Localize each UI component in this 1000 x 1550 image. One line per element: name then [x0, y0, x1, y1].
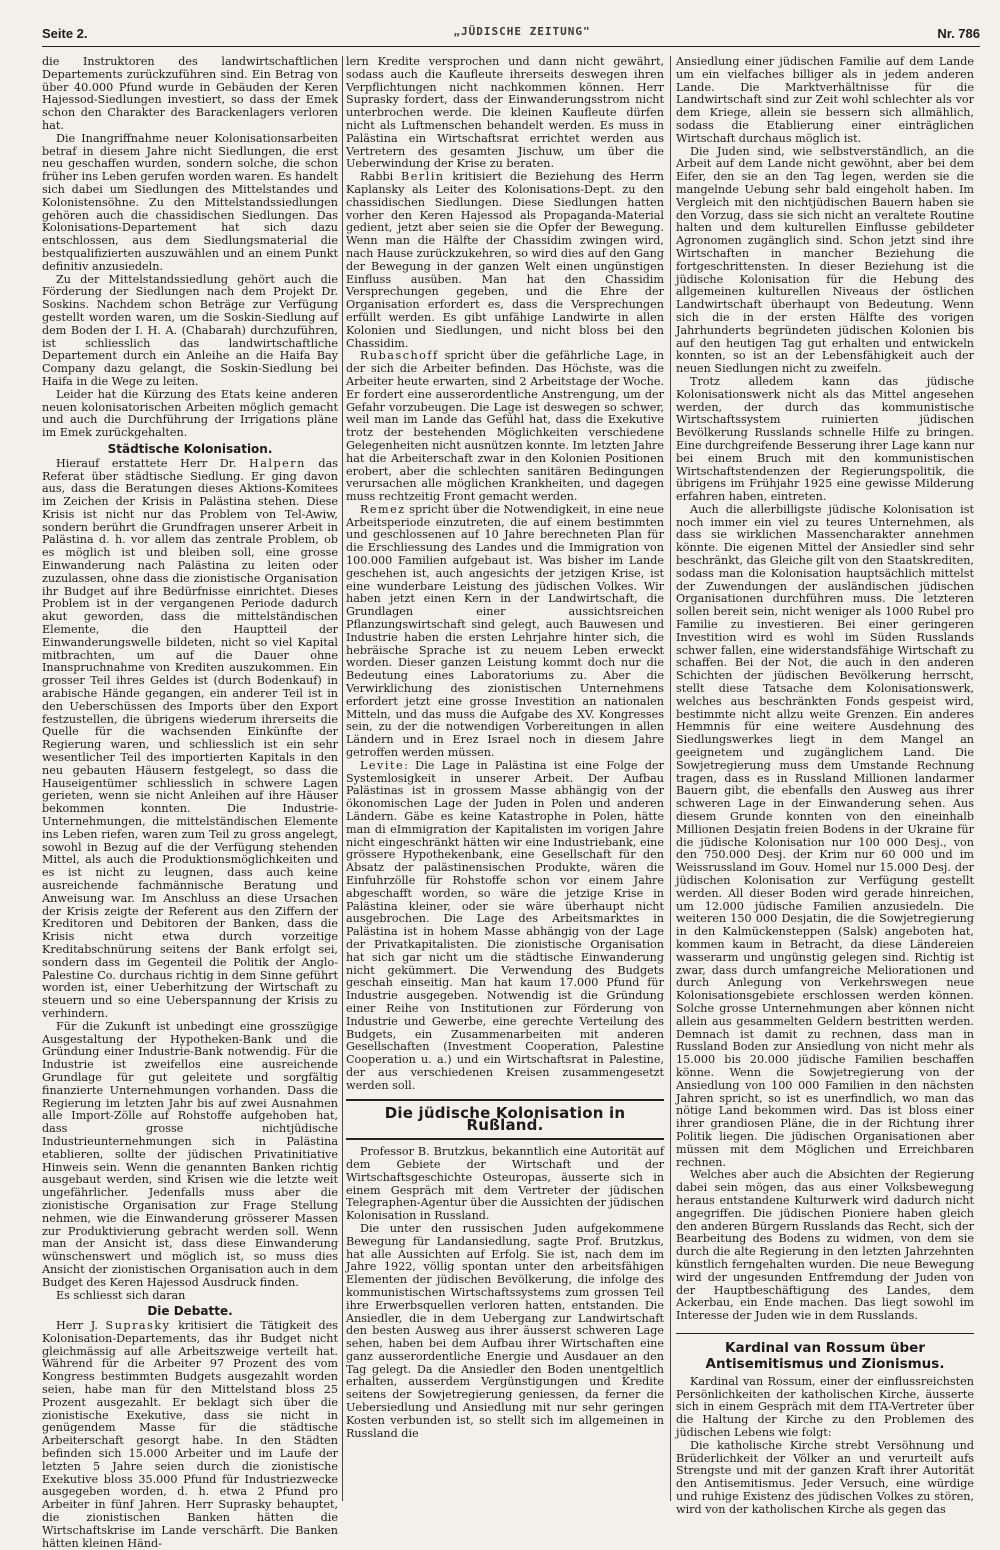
paragraph: Trotz alledem kann das jüdische Kolonisationswerk nicht als das Mittel angesehen werden, der durch das kommunistische Wirtschaftssystem ruinierten jüdischen Bevölkerung Russlands schnelle Hilfe zu bringen. Eine durchgreifende Besserung ihrer Lage kann nur bei einem Bruch mit den kommunistischen Wirtschaftstendenzen der Regierungspolitik, die übrigens im Frühjahr 1925 eine gewisse Milderung erfahren haben, eintreten.: [676, 374, 975, 504]
column-3: [676, 55, 975, 1516]
section-heading: Die Debatte.: [147, 1304, 233, 1319]
paragraph: Kardinal van Rossum, einer der einflussreichsten Persönlichkeiten der katholischen Kirche, äusserte sich in einem Gespräch mit dem ITA-Vertreter über die Haltung der Kirche zu den Problemen des jüdischen Lebens wie folgt:: [676, 1374, 974, 1440]
article-headline: Kardinal van Rossum über Antisemitismus und Zionismus.: [676, 1333, 974, 1372]
column-2: [346, 56, 664, 1501]
text-run: Hierauf erstattete Herr Dr.: [56, 456, 249, 470]
speaker-name: Rubaschoff: [360, 349, 439, 363]
paragraph: Auch die allerbilligste jüdische Kolonisation ist noch immer ein viel zu teures Unternehmen, als dass sie wirklichen Massencharakter annehmen könnte. Die eigenen Mittel der Ansiedler sind sehr beschränkt, das Gleiche gilt von den Staatskrediten, sodass man die Kolonisation hauptsächlich mittelst der Zuwendungen der ausländischen jüdischen Organisationen durchführen muss. Die letzteren sollen bereit sein, nicht weniger als 1000 Rubel pro Familie zu investieren. Bei einer geringeren Investition wird es wohl im Süden Russlands schwer fallen, eine widerstandsfähige Wirtschaft zu schaffen. Bei der Not, die auch in den anderen Schichten der jüdischen Bevölkerung herrscht, stellt diese Tatsache dem Kolonisationswerk, welches aus beschränkten Fonds gespeist wird, bestimmte nicht allzu weite Grenzen. Ein anderes Hemmnis für eine weitere Ausdehnung des Siedlungswerkes liegt in dem Mangel an geeignetem und zugänglichem Land. Die Sowjetregierung muss dem Umstande Rechnung tragen, dass es in Russland Millionen landarmer Bauern gibt, die ebenfalls den Ausweg aus ihrer schweren Lage in der Einwanderung sehen. Aus diesem Grunde konnten von den eineinhalb Millionen Desjatin freien Bodens in der Ukraine für die jüdische Kolonisation nur 100 000 Desj., von den 750.000 Desj. der Krim nur 60 000 und im Weissrussland im Gouv. Homel nur 15.000 Desj. der jüdischen Kolonisation zur Verfügung gestellt werden. All dieser Boden wird gerade hinreichen, um 12.000 jüdische Familien anzusiedeln. Die weiteren 150 000 Desjatin, die die Sowjetregierung in den Kalmückensteppen (Salsk) angeboten hat, kommen kaum in Betracht, da diese Ländereien wasserarm und ungünstig gelegen sind. Richtig ist zwar, dass durch umfangreiche Meliorationen und durch Anlegung von Verkehrswegen neue Kolonisationsgebiete erschlossen werden können. Solche grosse Unternehmungen aber können nicht allein aus gesammelten Geldern bestritten werden. Demnach ist damit zu rechnen, dass man in Russland Boden zur Ansiedlung von nicht mehr als 15.000 bis 20.000 jüdische Familien beschaffen könne. Wenn die Sowjetregierung von der Ansiedlung von 100 000 Familien in den nächsten Jahren spricht, so ist es unerfindlich, wo man das nötige Land bekommen wird. Das ist bloss einer ihrer grandiosen Pläne, die in der Richtung ihrer Politik liegen. Die jüdischen Organisationen aber müssen mit dem Möglichen und Erreichbaren rechnen.: [676, 502, 974, 1169]
paragraph: Es schliesst sich daran: [56, 1288, 186, 1302]
article-headline: Die jüdische Kolonisation in Rußland.: [346, 1099, 664, 1141]
speaker-name: Halpern: [248, 456, 306, 470]
paragraph: Professor B. Brutzkus, bekanntlich eine Autorität auf dem Gebiete der Wirtschaft und der Wirtschaftsgeschichte Osteuropas, äusserte sich in einem Gespräch mit dem Vertreter der jüdischen Telegraphen-Agentur über die Aussichten der jüdischen Kolonisation in Russland.: [346, 1145, 664, 1223]
paragraph: Zu der Mittelstandssiedlung gehört auch die Förderung der Siedlungen nach dem Projekt Dr. Soskins. Nachdem schon Beträge zur Verfügung gestellt worden waren, um die Soskin-Siedlung auf dem Boden der I. H. A. (Chabarah) durchzuführen, ist schliesslich das landwirtschaftliche Departement durch ein Anleihe an die Haifa Bay Company dazu gelangt, die Soskin-Siedlung bei Haifa in die Wege zu leiten.: [42, 272, 338, 388]
header-rule: [42, 46, 980, 47]
text-run: kritisiert die Beziehung des Herrn Kaplansky als Leiter des Kolonisations-Dept. zu den chassidischen Siedlungen. Diese Siedlungen hatten vorher den Keren Hajessod als Propaganda-Material gedient, jetzt aber seien sie die Opfer der Bewegung. Wenn man die Hälfte der Chassidim zwingen wird, nach Hause zurückzukehren, so wird dies auf den Gang der Bewegung in der ganzen Welt einen ungünstigen Einfluss ausüben. Man hat den Chassidim Versprechungen gegeben, und die Ehre der Organisation erfordert es, dass die Versprechungen erfüllt werden. Es gibt unfähige Landwirte in allen Kolonien und Siedlungen, und nicht bloss bei den Chassidim.: [346, 170, 664, 350]
section-heading: Städtische Kolonisation.: [107, 441, 273, 456]
text-run: das Referat über städtische Siedlung. Er ging davon aus, dass die Beratungen dieses Aktions-Komitees im Zeichen der Krisis in Palästina stehen. Diese Krisis ist nicht nur das Problem von Tel-Awiw, sondern berührt die Grundfragen unserer Arbeit in Palästina d. h. vor allem das zentrale Problem, ob es möglich ist und bleiben soll, eine grosse Einwanderung nach Palästina zu leiten oder zuzulassen, ohne dass die zionistische Organisation ihr Budget auf ihre Bedürfnisse einrichtet. Dieses Problem ist in der vergangenen Periode dadurch akut geworden, dass die mittelständischen Elemente, die den Hauptteil der Einwanderungswelle bildeten, nicht so viel Kapital mitbrachten, um auf die Dauer ohne Inanspruchnahme von Krediten auszukommen. Ein grosser Teil ihres Geldes ist (durch Bodenkauf) in arabische Hände gegangen, ein anderer Teil ist in den Ueberschüssen des Imports über den Export festzustellen, die übrigens wiederum ihrerseits die Quelle für die wachsenden Einkünfte der Regierung waren, und schliesslich ist ein sehr wesentlicher Teil des importierten Kapitals in den neu gebauten Häusern festgelegt, so dass die Hauseigentümer schliesslich in schwere Lagen gerieten, wenn sie nicht Anleihen auf ihre Häuser bekommen konnten. Die Industrie-Unternehmungen, die mittelständischen Elemente ins Leben riefen, waren zum Teil zu gross angelegt, sowohl in Bezug auf die der Verfügung stehenden Mittel, als auch die Produktionsmöglichkeiten und es ist nicht zu leugnen, dass auch keine ausreichende fachmännische Beratung und Anweisung war. Im Anschluss an diese Ursachen der Krisis zeigte der Referent aus den Ziffern der Kreditoren und Debitoren der Banken, dass die Krisis nicht etwa durch vorzeitige Kreditabschnürung seitens der Bank erfolgt sei, sondern dass im Gegenteil die Politik der Anglo-Palestine Co. durchaus richtig in dem Sinne geführt worden ist, einer Ueberhitzung der Wirtschaft zu steuern und so eine Ueberspannung der Krisis zu verhindern.: [42, 456, 338, 1020]
paragraph: [346, 760, 664, 1093]
paragraph: Leider hat die Kürzung des Etats keine anderen neuen kolonisatorischen Arbeiten möglich gemacht und auch die Durchführung der Irrigations pläne im Emek zurückgehalten.: [42, 387, 338, 440]
newspaper-title: „JÜDISCHE ZEITUNG": [453, 25, 591, 38]
paragraph: Ansiedlung einer jüdischen Familie auf dem Lande um ein vielfaches billiger als in jedem anderen Lande. Die Marktverhältnisse für die Landwirtschaft sind zur Zeit wohl schlechter als vor dem Kriege, allein sie bessern sich allmählich, sodass die Etablierung einer einträglichen Wirtschaft durchaus möglich ist.: [676, 55, 974, 145]
text-run: kritisiert die Tätigkeit des Kolonisation-Departements, das ihr Budget nicht gleichmässig auf alle Arbeitszweige verteilt hat. Während für die Arbeiter 97 Prozent des vom Kongress bestimmten Budgets ausgezahlt worden seien, habe man für den Mittelstand bloss 25 Prozent ausgezahlt. Er beklagt sich über die zionistische Exekutive, dass sie nicht in genügendem Masse für die städtische Arbeiterschaft gesorgt habe. In den Städten befinden sich 15.000 Arbeiter und im Laufe der letzten 5 Jahre seien durch die zionistische Exekutive bloss 35.000 Pfund für Industriezwecke ausgegeben worden, d. h. etwa 2 Pfund pro Arbeiter in fünf Jahren. Herr Suprasky behauptet, die zionistischen Banken hätten die Wirtschaftskrise im Lande verschärft. Die Banken hätten kleinen Händ-: [42, 1319, 338, 1550]
page-number: Seite 2.: [42, 26, 88, 41]
issue-number: Nr. 786: [937, 26, 980, 41]
column-divider: [670, 56, 671, 1501]
paragraph: Die Juden sind, wie selbstverständlich, an die Arbeit auf dem Lande nicht gewöhnt, aber bei dem Eifer, den sie an den Tag legen, werden sie die mangelnde Uebung sehr bald eingeholt haben. Im Vergleich mit den nichtjüdischen Bauern haben sie den Vorzug, dass sie sich nicht an veraltete Routine halten und dem kulturellen Einflusse gebildeter Agronomen zugänglich sind. Schon jetzt sind ihre Wirtschaften in mancher Beziehung die fortgeschrittensten. In dieser Beziehung ist die jüdische Kolonisation für die Hebung des allgemeinen kulturellen Niveaus der östlichen Landwirtschaft überhaupt von Bedeutung. Wenn sich die in der ersten Hälfte des vorigen Jahrhunderts begründeten jüdischen Kolonien bis auf den heutigen Tag gut erhalten und entwickeln konnten, so ist an der Lebensfähigkeit auch der neuen Siedlungen nicht zu zweifeln.: [676, 144, 974, 376]
column-divider: [342, 56, 343, 1501]
paragraph: Die unter den russischen Juden aufgekommene Bewegung für Landansiedlung, sagte Prof. Brutzkus, hat alle Aussichten auf Erfolg. Sie ist, nach dem im Jahre 1922, völlig spontan unter den arbeitsfähigen Elementen der jüdischen Bevölkerung, die infolge des kommunistischen Wirtschaftssystems zum grossen Teil ihre Erwerbsquellen verloren hatten, entstanden. Die Ansiedler, die in dem Uebergang zur Landwirtschaft den besten Ausweg aus ihrer äusserst schweren Lage sehen, haben bei dem Aufbau ihrer Wirtschaften eine ganz ausserordentliche Energie und Ausdauer an den Tag gelegt. Da die Ansiedler den Boden unentgeltlich erhalten, ausserdem Vergünstigungen und Kredite seitens der Sowjetregierung geniessen, da ferner die Uebersiedlung und Ansiedlung mit nur sehr geringen Kosten verbunden ist, so stellt sich im allgemeinen in Russland die: [346, 1221, 664, 1440]
column-1: [42, 55, 338, 1550]
speaker-name: Suprasky: [105, 1319, 171, 1333]
paragraph: Die Inangriffnahme neuer Kolonisationsarbeiten betraf in diesem Jahre nicht Siedlungen, die erst neu geschaffen wurden, sondern solche, die schon früher ins Leben gerufen worden waren. Es handelt sich dabei um Siedlungen des Mittelstandes und Kolonistensöhne. Zu den Mittelstandssiedlungen gehören auch die chassidischen Siedlungen. Das Kolonisations-Departement hat sich dazu entschlossen, aus dem Siedlungsmaterial die bestqualifizierten auszuwählen und an einem Punkt definitiv anzusiedeln.: [42, 131, 338, 273]
paragraph: Für die Zukunft ist unbedingt eine grosszügige Ausgestaltung der Hypotheken-Bank und die Gründung einer Industrie-Bank notwendig. Für die Industrie ist zweifellos eine ausreichende Grundlage für gut geleitete und sorgfältig finanzierte Unternehmungen vorhanden. Dass die Regierung im letzten Jahr bis auf zwei Ausnahmen alle Import-Zölle auf Rohstoffe aufgehoben hat, dass grosse nichtjüdische Industrieunternehmungen sich in Palästina etablieren, sollte der jüdischen Privatinitiative Hinweis sein. Wenn die genannten Banken richtig ausgebaut werden, sind Krisen wie die letzte weit ungefährlicher. Jedenfalls muss aber die zionistische Organisation zur Frage Stellung nehmen, wie die Einwanderung grösserer Massen zur Produktivierung gebracht werden soll. Wenn man der Ansicht ist, dass diese Einwanderung wünschenswert und möglich ist, so muss dies Ansicht der zionistischen Organisation auch in dem Budget des Keren Hajessod Ausdruck finden.: [42, 1019, 338, 1289]
paragraph: Welches aber auch die Absichten der Regierung dabei sein mögen, das aus einer Volksbewegung heraus entstandene Kulturwerk wird dadurch nicht angegriffen. Die jüdischen Pioniere haben gleich den anderen Bürgern Russlands das Recht, sich der Bearbeitung des Bodens zu widmen, von dem sie durch die alte Regierung in den letzten Jahrzehnten künstlich ferngehalten wurden. Die neue Bewegung wird der ungesunden Entfremdung der Juden von der Hauptbeschäftigung des Landes, dem Ackerbau, ein Ende machen. Das liegt sowohl im Interesse der Juden wie in dem Russlands.: [676, 1168, 974, 1323]
speaker-name: Berlin: [401, 170, 445, 184]
text-run: spricht über die Notwendigkeit, in eine neue Arbeitsperiode einzutreten, die auf einem bestimmten und geschlossenen auf 10 Jahre berechneten Plan für die Erschliessung des Landes und die Immigration von 100.000 Familien aufgebaut ist. Was bisher im Lande geschehen ist, auch angesichts der jetzigen Krise, ist eine wunderbare Leistung des jüdischen Volkes. Wir haben jetzt einen Kern in der Landwirtschaft, die Grundlagen einer aussichtsreichen Pflanzungswirtschaft sind gelegt, auch Bauwesen und Industrie haben die ersten Lehrjahre hinter sich, die hebräische Sprache ist zu neuem Leben erweckt worden. Dieser ganzen Leistung kommt doch nur die Bedeutung eines Laboratoriums zu. Aber die Verwirklichung des zionistischen Unternehmens erfordert jetzt eine grosse Investition an nationalen Mitteln, und das muss die Aufgabe des XV. Kongresses sein, zu der die notwendigen Vorbereitungen in allen Ländern und in Erez Israel noch in diesem Jahre getroffen werden müssen.: [346, 502, 664, 760]
text-run: : Die Lage in Palästina ist eine Folge der Systemlosigkeit in unserer Arbeit. Der Aufbau Palästinas ist in grossem Masse abhängig von der ökonomischen Lage der Juden in Polen und anderen Ländern. Gäbe es keine Katastrophe in Polen, hätte man di eImmigration der Kapitalisten im vorigen Jahre nicht eingeschränkt hätten wir eine Industriebank, eine grössere Hypothekenbank, eine Gesellschaft für den Absatz der palästinensischen Produkte, wären die Einfuhrzölle für Rohstoffe schon vor einem Jahre abgeschafft worden, so wäre die jetzige Krise in Palästina kleiner, oder sie wäre überhaupt nicht ausgebrochen. Die Lage des Arbeitsmarktes in Palästina ist in hohem Masse abhängig von der Lage der Privatkapitalisten. Die zionistische Organisation hat sich gar nicht um die städtische Einwanderung nicht gekümmert. Die Verwendung des Budgets geschah einseitig. Man hat kaum 17.000 Pfund für Industrie ausgegeben. Notwendig ist die Gründung einer Reihe von Institutionen zur Förderung von Industrie und Gewerbe, eine gerechte Verteilung des Budgets, ein Zusammenarbeiten mit anderen Gesellschaften (Investment Cooperation, Palestine Cooperation u. a.) und ein Wirtschaftsrat in Palestine, der aus verschiedenen Kreisen zusammengesetzt werden soll.: [346, 758, 664, 1092]
paragraph: die Instruktoren des landwirtschaftlichen Departements zurückzuführen sind. Ein Betrag von über 40.000 Pfund wurde in Gebäuden der Keren Hajessod-Siedlungen investiert, so dass der Emek schon den Charakter des Barackenlagers verloren hat.: [42, 55, 338, 132]
paragraph: [42, 458, 338, 1021]
paragraph: [346, 171, 664, 350]
paragraph: [346, 504, 664, 760]
speaker-name: Levite: [360, 758, 405, 772]
paragraph: [346, 350, 664, 504]
masthead: [42, 22, 980, 44]
paragraph: [42, 1320, 338, 1550]
text-run: Rabbi: [360, 170, 402, 184]
speaker-name: Remez: [360, 502, 406, 516]
paragraph: lern Kredite versprochen und dann nicht gewährt, sodass auch die Kaufleute ihrerseits deswegen ihren Verpflichtungen nicht nachkommen können. Herr Suprasky fordert, dass der Einwanderungsstrom nicht unterbrochen werde. Die kleinen Kaufleute dürfen nicht als Luftmenschen behandelt werden. Es muss in Palästina ein Wirtschaftsrat errichtet werden aus Vertretern des gesamten Jischuw, um über die Ueberwindung der Krise zu beraten.: [346, 55, 664, 171]
text-run: spricht über die gefährliche Lage, in der sich die Arbeiter befinden. Das Höchste, was die Arbeiter heute erwarten, sind 2 Arbeitstage der Woche. Er fordert eine ausserordentliche Anstrengung, um der Gefahr vorzubeugen. Die Lage ist deswegen so schwer, weil man im Lande das Gefühl hat, dass die Exekutive trotz der bestehenden Möglichkeiten verschiedene Gelegenheiten nicht ausnützen konnte. Im letzten Jahre hat die Arbeiterschaft zwar in den Kolonien Positionen erobert, aber die schlechten sanitären Bedingungen verursachen alle möglichen Krankheiten, und dagegen muss rechtzeitig Front gemacht werden.: [346, 349, 664, 504]
text-run: Herr J.: [56, 1319, 106, 1333]
paragraph: Die katholische Kirche strebt Versöhnung und Brüderlichkeit der Völker an und verurteilt aufs Strengste und mit der ganzen Kraft ihrer Autorität den Antisemitismus. Jeder Versuch, eine würdige und ruhige Existenz des jüdischen Volkes zu stören, wird von der katholischen Kirche als gegen das: [676, 1438, 974, 1516]
